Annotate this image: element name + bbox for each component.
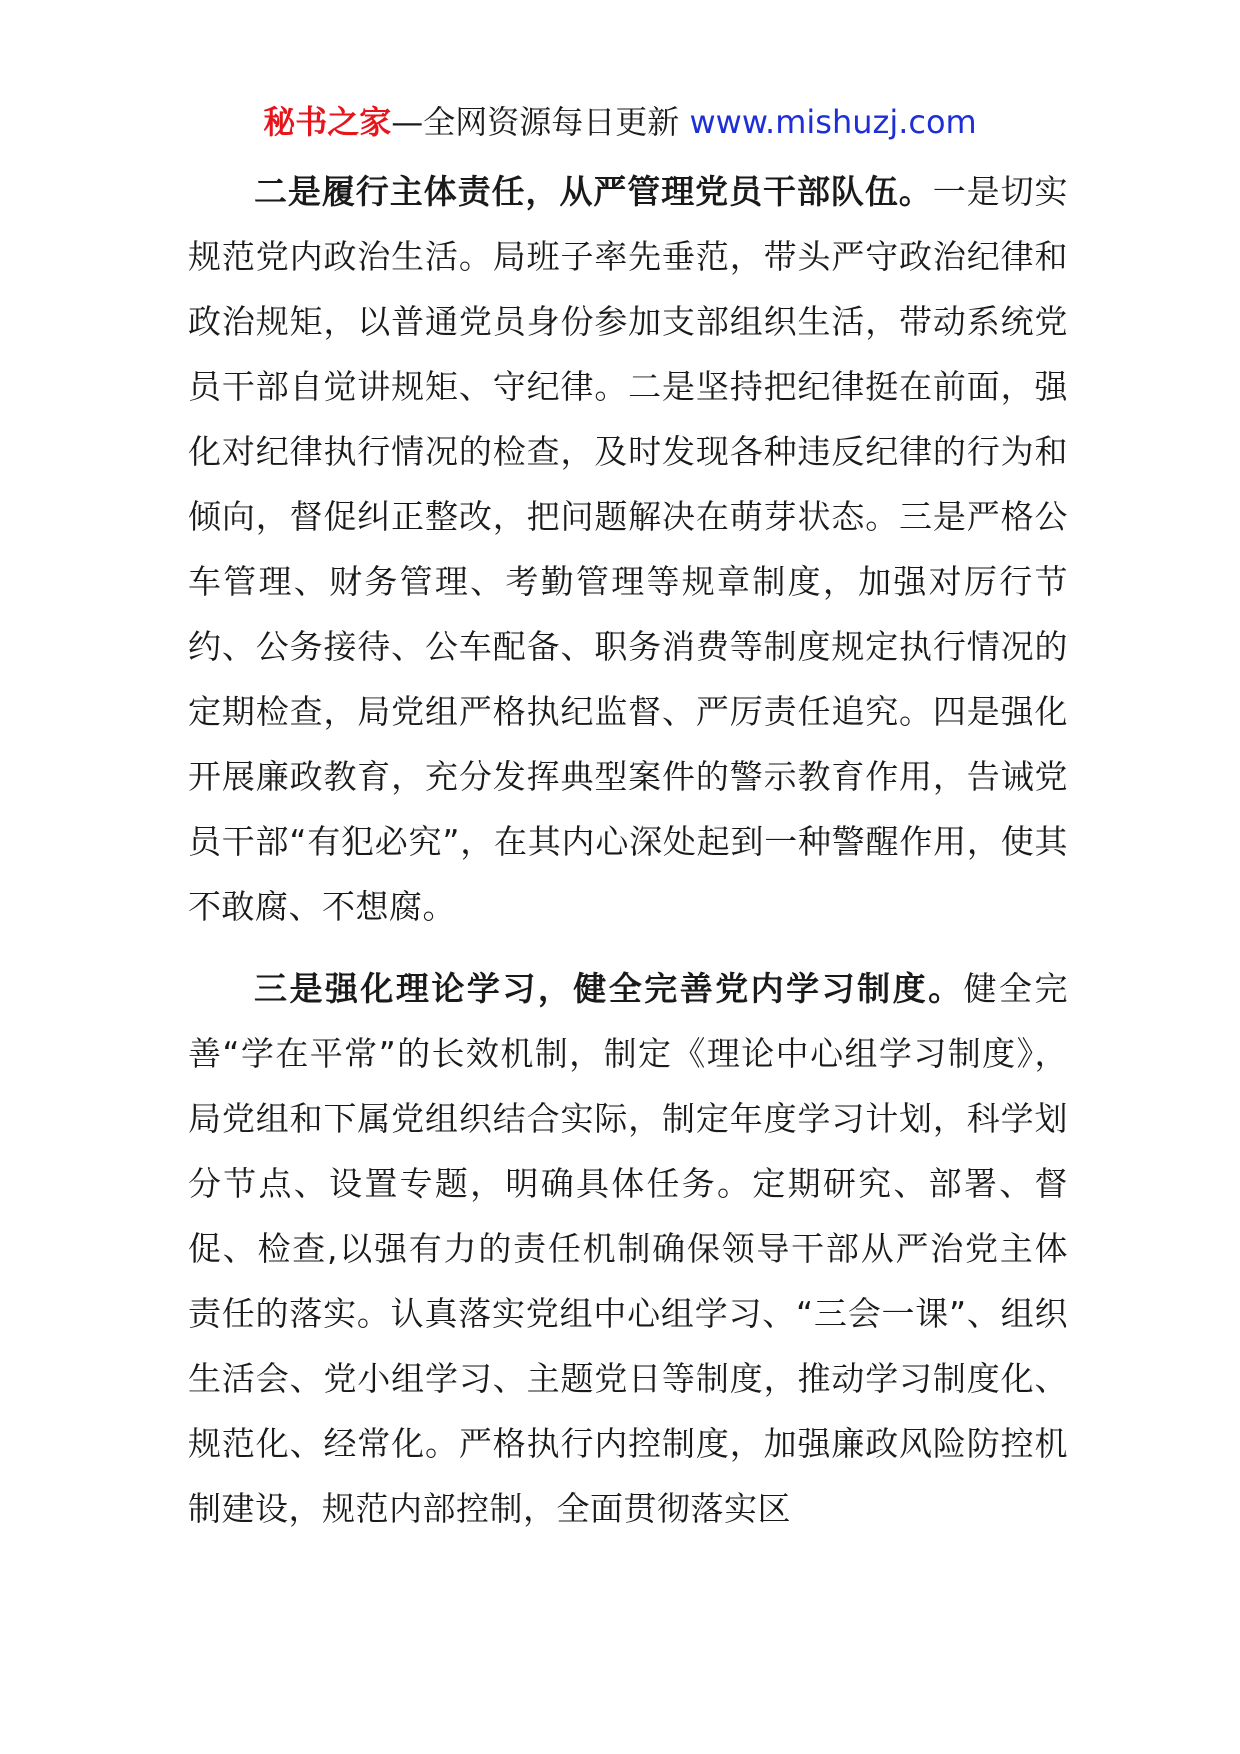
paragraph-responsibility bbox=[188, 159, 1068, 939]
paragraph-study bbox=[188, 956, 1068, 1541]
paragraph-text: 健全完善“学在平常”的长效机制，制定《理论中心组学习制度》，局党组和下属党组织结合实际，制定年度学习计划，科学划分节点、设置专题，明确具体任务。定期研究、部署、督促、检查,以强有力的责任机制确保领导干部从严治党主体责任的落实。认真落实党组中心组学习、“三会一课”、组织生活会、党小组学习、主题党日等制度，推动学习制度化、规范化、经常化。严格执行内控制度，加强廉政风险防控机制建设，规范内部控制，全面贯彻落实区 bbox=[188, 969, 1069, 1528]
header-tagline: —全网资源每日更新 bbox=[391, 103, 690, 141]
site-header bbox=[0, 100, 1240, 144]
website-url[interactable]: www.mishuzj.com bbox=[689, 103, 977, 141]
paragraph-heading: 三是强化理论学习，健全完善党内学习制度。 bbox=[254, 969, 964, 1008]
paragraph-text: 一是切实规范党内政治生活。局班子率先垂范，带头严守政治纪律和政治规矩，以普通党员身份参加支部组织生活，带动系统党员干部自觉讲规矩、守纪律。二是坚持把纪律挺在前面，强化对纪律执行情况的检查，及时发现各种违反纪律的行为和倾向，督促纠正整改，把问题解决在萌芽状态。三是严格公车管理、财务管理、考勤管理等规章制度，加强对厉行节约、公务接待、公车配备、职务消费等制度规定执行情况的定期检查，局党组严格执纪监督、严厉责任追究。四是强化开展廉政教育，充分发挥典型案件的警示教育作用，告诫党员干部“有犯必究”，在其内心深处起到一种警醒作用，使其不敢腐、不想腐。 bbox=[188, 172, 1069, 926]
document-body bbox=[188, 159, 1068, 1541]
brand-name: 秘书之家 bbox=[263, 103, 392, 141]
paragraph-heading: 二是履行主体责任，从严管理党员干部队伍。 bbox=[254, 172, 933, 211]
